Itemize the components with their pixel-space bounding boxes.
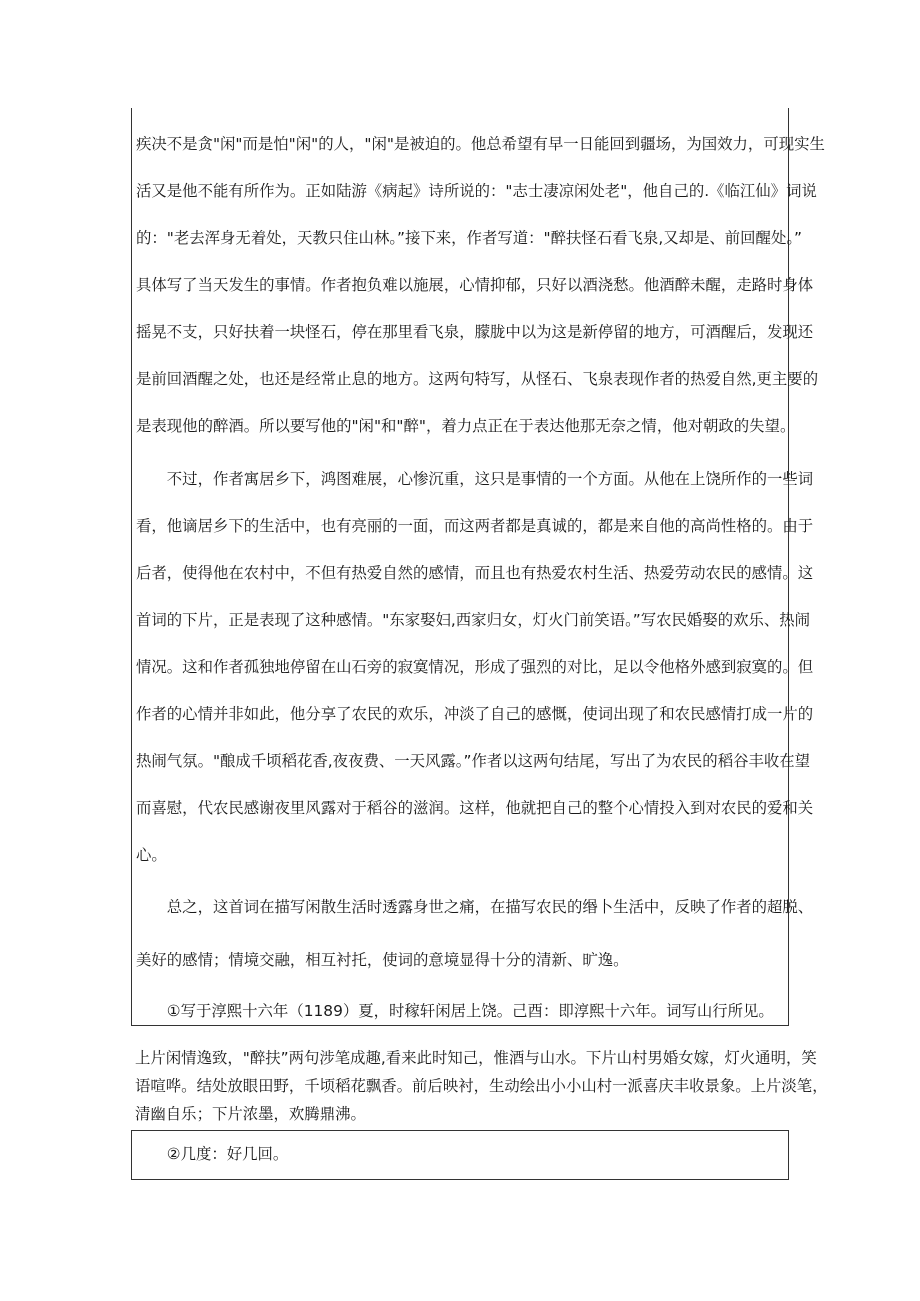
text-line: 总之，这首词在描写闲散生活时透露身世之痛，在描写农民的缗卜生活中，反映了作者的超脱、 — [136, 898, 814, 916]
text-line: 是表现他的醉酒。所以要写他的"闲"和"醉"，着力点正在于表达他那无奈之情，他对朝政的失望。 — [136, 417, 796, 435]
text-line: 上片闲情逸致，"醉扶”两句涉笔成趣,看来此时知己，惟酒与山水。下片山村男婚女嫁，灯火通明，笑 — [135, 1049, 817, 1067]
text-line: 热闹气氛。"酿成千顷稻花香,夜夜费、一天风露。”作者以这两句结尾，写出了为农民的稻谷丰收在望 — [136, 752, 811, 770]
text-line: 语喧哗。结处放眼田野，千顷稻花飘香。前后映衬，生动绘出小小山村一派喜庆丰收景象。上片淡笔， — [135, 1077, 828, 1095]
text-line: 看，他谪居乡下的生活中，也有亮丽的一面，而这两者都是真诚的，都是来自他的高尚性格的。由于 — [136, 517, 814, 535]
text-line: 作者的心情并非如此，他分享了农民的欢乐，冲淡了自己的感慨，使词出现了和农民感情打成一片的 — [136, 705, 814, 723]
text-line: 具体写了当天发生的事情。作者抱负难以施展，心情抑郁，只好以酒浇愁。他酒醉未醒，走路时身体 — [136, 276, 814, 294]
text-line: 疾决不是贪"闲"而是怕"闲"的人，"闲"是被迫的。他总希望有早一日能回到疆场，为国效力，可现实生 — [136, 135, 825, 153]
commentary-box — [131, 108, 825, 1026]
text-line: 的："老去浑身无着处，天教只住山林。”接下来，作者写道："醉扶怪石看飞泉,又却是、前回醒处。” — [136, 229, 803, 247]
footnote-2: ②几度：好几回。 — [136, 1145, 289, 1163]
footnote-box — [131, 1130, 789, 1180]
footnote-1: ①写于淳熙十六年（1189）夏，时稼轩闲居上饶。己酉：即淳熙十六年。词写山行所见。 — [136, 1002, 774, 1020]
text-line: 摇晃不支，只好扶着一块怪石，停在那里看飞泉，朦胧中以为这是新停留的地方，可酒醒后，发现还 — [136, 323, 814, 341]
text-line: 心。 — [136, 846, 167, 864]
text-line: 情况。这和作者孤独地停留在山石旁的寂寞情况，形成了强烈的对比，足以令他格外感到寂寞的。但 — [136, 658, 814, 676]
text-line: 而喜慰，代农民感谢夜里风露对于稻谷的滋润。这样，他就把自己的整个心情投入到对农民的爱和关 — [136, 799, 814, 817]
text-line: 清幽自乐；下片浓墨，欢腾鼎沸。 — [135, 1105, 366, 1123]
text-line: 首词的下片，正是表现了这种感情。"东家娶妇,西家归女，灯火门前笑语。”写农民婚娶的欢乐、热闹 — [136, 611, 811, 629]
text-line: 不过，作者寓居乡下，鸿图难展，心惨沉重，这只是事情的一个方面。从他在上饶所作的一些词 — [136, 470, 814, 488]
text-line: 是前回酒醒之处，也还是经常止息的地方。这两句特写，从怪石、飞泉表现作者的热爱自然,更主要的 — [136, 370, 819, 388]
text-line: 活又是他不能有所作为。正如陆游《病起》诗所说的："志士凄凉闲处老"，他自己的.《临江仙》词说 — [136, 182, 817, 200]
text-line: 美好的感情；情境交融，相互衬托，使词的意境显得十分的清新、旷逸。 — [136, 951, 629, 969]
text-line: 后者，使得他在农村中，不但有热爱自然的感情，而且也有热爱农村生活、热爱劳动农民的感情。这 — [136, 564, 814, 582]
